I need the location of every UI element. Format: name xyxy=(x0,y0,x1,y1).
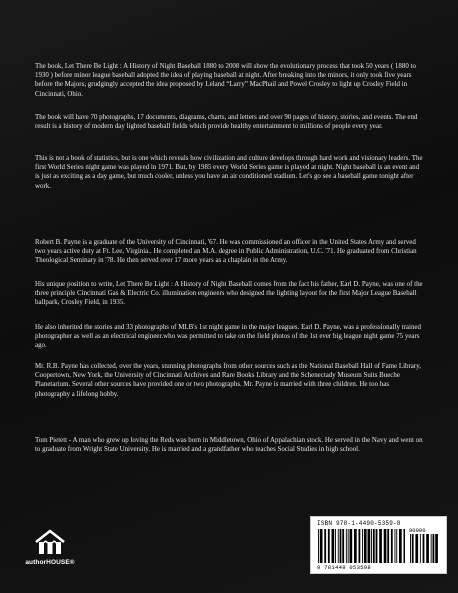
description-paragraph-2: The book will have 70 photographs, 17 documents, diagrams, charts, and letters and over 90 pages of history, stories, and events. The end result is a history of modern day lighted baseball fields which provide healthy entertainment to millions of people every year. xyxy=(35,114,418,131)
isbn-text: ISBN 978-1-4490-5359-8 xyxy=(317,520,401,527)
description-paragraph-3: This is not a book of statistics, but is one which reveals how civilization and culture develops through hard work and visionary leaders. The first World Series night game was played in 1971. But, by 1985 every World Series game is played at night. Night baseball is an event and is just as exciting as a day game, but much cooler, unless you have an air conditioned stadium. Let's go see a baseball game tonight after work. xyxy=(35,155,423,190)
author-bio-paragraph-2: His unique position to write, Let There Be Light : A History of Night Baseball comes from the fact his father, Earl D. Payne, was one of the three principle Cincinnati Gas & Electric Co. illumination engineers who designed the lighting layout for the first Major League Baseball ballpark, Crosley Field, in 1935. xyxy=(35,281,423,307)
author-bio-paragraph-3: He also inherited the stories and 33 photographs of MLB's 1st night game in the major leagues. Earl D. Payne, was a professionally trained photographer as well as an electrical engineer.who was permitted to take on the field photos of the 1st ever big league night game 75 years ago. xyxy=(35,324,421,350)
isbn-barcode xyxy=(310,516,447,574)
ean-digits: 9 781449 053598 xyxy=(317,564,372,571)
authorhouse-logo-icon xyxy=(33,528,67,558)
publisher-name: authorHOUSE® xyxy=(25,559,75,566)
coauthor-bio-paragraph: Tom Pietett - A man who grew up loving the Reds was born in Middletown, Ohio of Appalachian stock. He served in the Navy and went on to graduate from Wright State University. He is married and a grandfather who teaches Social Studies in high school. xyxy=(35,437,423,454)
addon-number: 90000 xyxy=(409,527,426,534)
author-bio-paragraph-4: Mr. R.B. Payne has collected, over the years, stunning photographs from other sources such as the National Baseball Hall of Fame Library, Coopertown, New York, the University of Cincinnati Archives and Rare Books Library and the Schenectady Museum Suits Bueche Planetarium. Several other sources have provided one or two photographs. Mr. Payne is married with three children. He too has photography a lifelong hobby. xyxy=(35,363,421,398)
description-paragraph-1: The book, Let There Be Light : A History of Night Baseball 1880 to 2008 will show the evolutionary process that took 50 years ( 1880 to 1930 ) before minor league baseball adopted the idea of playing baseball at night. After breaking into the minors, it only took five years before the Majors, grudgingly accepted the idea proposed by Leland “Larry” MacPhail and Powel Crosley to light up Crosley Field in Cincinnati, Ohio. xyxy=(35,63,416,98)
author-bio-paragraph-1: Robert B. Payne is a graduate of the University of Cincinnati, '67. He was commissioned an officer in the United States Army and served two years active duty at Ft. Lee, Virginia.. He completed an M.A. degree in Public Administration, U.C. '71. He graduated from Christian Theological Seminary in '78. He then served over 17 more years as a chaplain in the Army. xyxy=(35,239,417,265)
publisher-logo xyxy=(20,528,80,566)
addon-barcode-bars xyxy=(409,534,439,563)
ean-barcode-bars xyxy=(317,529,405,563)
